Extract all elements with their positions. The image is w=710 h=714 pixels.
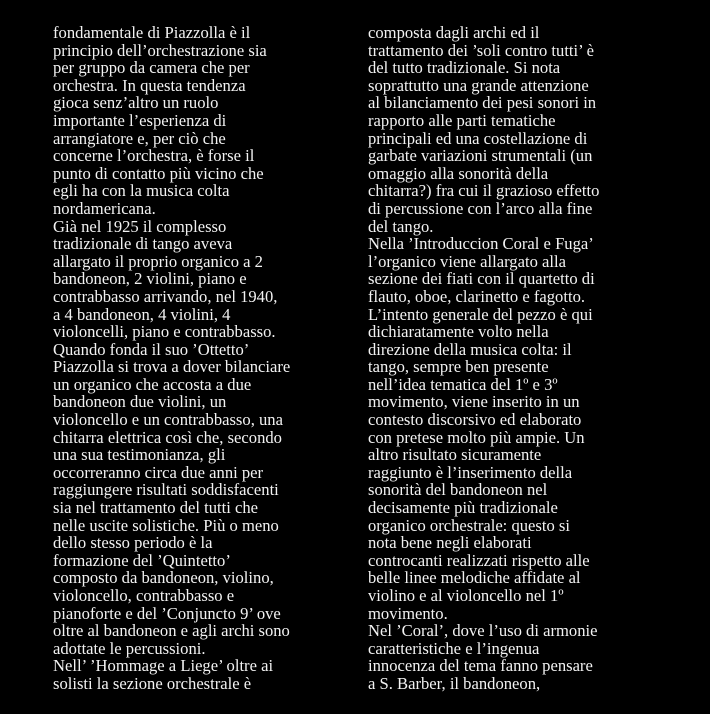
- right-column-line: di percussione con l’arco alla fine: [368, 198, 593, 218]
- left-column-line: contrabbasso arrivando, nel 1940,: [53, 286, 278, 306]
- right-column-line: controcanti realizzati rispetto alle: [368, 550, 590, 570]
- right-column-line: al bilanciamento dei pesi sonori in: [368, 93, 597, 113]
- left-column-line: per gruppo da camera che per: [53, 58, 250, 78]
- left-column-line: importante l’esperienza di: [53, 110, 227, 130]
- left-column-line: violoncello e un contrabbasso, una: [53, 410, 283, 430]
- left-column-line: violoncelli, piano e contrabbasso.: [53, 322, 276, 342]
- right-column-line: L’intento generale del pezzo è qui: [368, 304, 593, 324]
- right-column-line: del tutto tradizionale. Si nota: [368, 58, 561, 78]
- right-column-line: composta dagli archi ed il: [368, 23, 540, 42]
- right-column-line: movimento.: [368, 603, 448, 623]
- right-text-column: [368, 24, 668, 693]
- left-column-line: oltre al bandoneon e agli archi sono: [53, 621, 290, 641]
- right-column-line: contesto discorsivo ed elaborato: [368, 410, 582, 430]
- right-column-line: trattamento dei ’soli contro tutti’ è: [368, 40, 594, 60]
- right-column-line: belle linee melodiche affidate al: [368, 568, 581, 588]
- left-column-line: bandoneon due violini, un: [53, 392, 227, 412]
- left-column-line: sia nel trattamento del tutti che: [53, 498, 259, 518]
- right-column-line: dichiaratamente volto nella: [368, 322, 549, 342]
- left-column-line: violoncello, contrabbasso e: [53, 586, 235, 605]
- right-column-line: chitarra?) fra cui il grazioso effetto: [368, 181, 600, 201]
- left-column-line: gioca senz’altro un ruolo: [53, 93, 219, 113]
- left-column-line: fondamentale di Piazzolla è il: [53, 23, 251, 42]
- left-column-line: dello stesso periodo è la: [53, 533, 213, 553]
- left-column-line: nelle uscite solistiche. Più o meno: [53, 515, 279, 535]
- right-column-line: tango, sempre ben presente: [368, 357, 549, 377]
- right-column-line: Nella ’Introduccion Coral e Fuga’: [368, 234, 594, 254]
- right-column-line: garbate variazioni strumentali (un: [368, 146, 593, 166]
- right-column-line: flauto, oboe, clarinetto e fagotto.: [368, 286, 586, 306]
- left-column-line: orchestra. In questa tendenza: [53, 75, 246, 95]
- right-column-line: nell’idea tematica del 1º e 3º: [368, 374, 558, 394]
- right-column-line: caratteristiche e l’ingenua: [368, 638, 540, 658]
- left-column-line: Già nel 1925 il complesso: [53, 216, 227, 236]
- left-column-line: adottate le percussioni.: [53, 638, 206, 658]
- right-column-line: altro risultato sicuramente: [368, 445, 542, 465]
- left-column-line: occorreranno circa due anni per: [53, 462, 264, 482]
- left-column-line: arrangiatore e, per ciò che: [53, 128, 226, 148]
- left-column-line: Nell’ ’Hommage a Liege’ oltre ai: [53, 656, 274, 676]
- right-column-line: soprattutto una grande attenzione: [368, 75, 589, 95]
- left-column-line: un organico che accosta a due: [53, 374, 252, 394]
- right-column-line: omaggio alla sonorità della: [368, 163, 549, 183]
- right-column-line: decisamente più tradizionale: [368, 498, 558, 518]
- left-column-line: raggiungere risultati soddisfacenti: [53, 480, 279, 500]
- right-column-line: violino e al violoncello nel 1º: [368, 586, 564, 605]
- left-column-line: egli ha con la musica colta: [53, 181, 230, 201]
- left-column-line: solisti la sezione orchestrale è: [53, 673, 252, 693]
- left-column-line: punto di contatto più vicino che: [53, 163, 264, 183]
- right-column-line: organico orchestrale: questo si: [368, 515, 570, 535]
- left-column-line: pianoforte e del ’Conjuncto 9’ ove: [53, 603, 281, 623]
- right-column-line: movimento, viene inserito in un: [368, 392, 580, 412]
- left-column-line: chitarra elettrica così che, secondo: [53, 427, 282, 447]
- right-column-line: con pretese molto più ampie. Un: [368, 427, 585, 447]
- right-column-line: a S. Barber, il bandoneon,: [368, 673, 541, 693]
- right-column-line: innocenza del tema fanno pensare: [368, 656, 593, 676]
- left-column-line: a 4 bandoneon, 4 violini, 4: [53, 304, 231, 324]
- right-column-line: l’organico viene allargato alla: [368, 251, 566, 271]
- right-column-line: principali ed una costellazione di: [368, 128, 588, 148]
- left-column-line: Quando fonda il suo ’Ottetto’: [53, 339, 250, 359]
- right-column-line: del tango.: [368, 216, 434, 236]
- left-column-line: una sua testimonianza, gli: [53, 445, 226, 465]
- left-column-line: allargato il proprio organico a 2: [53, 251, 263, 271]
- left-text-column: [53, 24, 343, 693]
- left-column-line: concerne l’orchestra, è forse il: [53, 146, 255, 166]
- left-column-line: nordamericana.: [53, 198, 156, 218]
- right-column-line: nota bene negli elaborati: [368, 533, 532, 553]
- right-column-line: direzione della musica colta: il: [368, 339, 572, 359]
- left-column-line: formazione del ’Quintetto’: [53, 550, 231, 570]
- right-column-line: sonorità del bandoneon nel: [368, 480, 548, 500]
- left-column-line: Piazzolla si trova a dover bilanciare: [53, 357, 291, 377]
- right-column-line: Nel ’Coral’, dove l’uso di armonie: [368, 621, 598, 641]
- left-column-line: bandoneon, 2 violini, piano e: [53, 269, 247, 289]
- right-column-line: rapporto alle parti tematiche: [368, 110, 556, 130]
- right-column-line: raggiunto è l’inserimento della: [368, 462, 573, 482]
- left-column-line: principio dell’orchestrazione sia: [53, 40, 267, 60]
- left-column-line: composto da bandoneon, violino,: [53, 568, 274, 588]
- left-column-line: tradizionale di tango aveva: [53, 234, 233, 254]
- right-column-line: sezione dei fiati con il quartetto di: [368, 269, 595, 289]
